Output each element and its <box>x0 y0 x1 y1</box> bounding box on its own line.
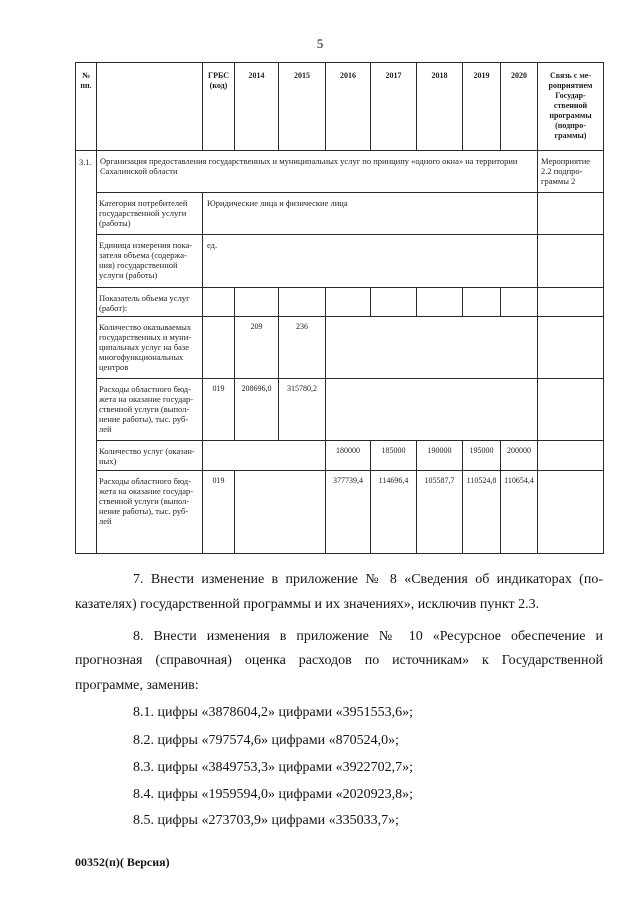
row-label-quantity-mfc: Количество оказываемых государственных и муни- ципальных услуг на базе многофункциональных центров <box>97 317 203 379</box>
value-2015: 315780,2 <box>279 379 326 441</box>
header-year-2018: 2018 <box>417 63 463 151</box>
row-link-cell <box>538 441 604 471</box>
table-row <box>76 471 604 554</box>
paragraph-8-line: прогнозная (справочная) оценка расходов по источникам» к Государственной <box>75 653 603 668</box>
header-year-2017: 2017 <box>371 63 417 151</box>
header-num: № пп. <box>76 63 97 151</box>
paragraph-7-line: казателях) государственной программы и их значениях», исключив пункт 2.3. <box>75 597 540 612</box>
value-2016: 180000 <box>326 441 371 471</box>
row-link-cell <box>538 379 604 441</box>
header-description <box>97 63 203 151</box>
row-link-cell <box>538 235 604 288</box>
header-year-2016: 2016 <box>326 63 371 151</box>
list-item: 8.4. цифры «1959594,0» цифрами «2020923,8»; <box>133 787 413 802</box>
header-year-2015: 2015 <box>279 63 326 151</box>
list-item: 8.2. цифры «797574,6» цифрами «870524,0»; <box>133 733 399 748</box>
header-year-2014: 2014 <box>235 63 279 151</box>
value-2019: 110524,8 <box>463 471 501 554</box>
value-2018: 190000 <box>417 441 463 471</box>
empty-cell <box>279 288 326 317</box>
page-number: 5 <box>316 36 324 51</box>
table-row <box>76 379 604 441</box>
list-item: 8.3. цифры «3849753,3» цифрами «3922702,7»; <box>133 760 413 775</box>
table-row <box>76 235 604 288</box>
table-row <box>76 288 604 317</box>
value-2016: 377739,4 <box>326 471 371 554</box>
empty-cell <box>235 288 279 317</box>
header-program-link: Связь с ме- роприятием Государ- ственной программы (подпро- граммы) <box>538 63 604 151</box>
empty-cell <box>501 288 538 317</box>
paragraph-8-line: 8. Внести изменения в приложение № 10 «Ресурсное обеспечение и <box>133 629 603 644</box>
value-2019: 195000 <box>463 441 501 471</box>
grbs-code: 019 <box>203 471 235 554</box>
indicators-table <box>75 62 604 554</box>
row-value-category: Юридические лица и физические лица <box>203 193 538 235</box>
empty-cell <box>463 288 501 317</box>
row-link-cell <box>538 471 604 554</box>
section-number: 3.1. <box>76 151 97 554</box>
row-link-cell <box>538 288 604 317</box>
table-row <box>76 317 604 379</box>
row-link-cell <box>538 317 604 379</box>
value-2015: 236 <box>279 317 326 379</box>
value-2014: 209 <box>235 317 279 379</box>
paragraph-8-line: программе, заменив: <box>75 678 199 693</box>
empty-cell <box>326 317 538 379</box>
row-label-expenses: Расходы областного бюд- жета на оказание государ- ственной услуги (выпол- нение работы), тыс. руб- лей <box>97 379 203 441</box>
empty-cell <box>371 288 417 317</box>
empty-cell <box>326 288 371 317</box>
empty-cell <box>235 471 326 554</box>
section-title: Организация предоставления государственных и муниципальных услуг по принципу «одного окна» на территории Сахалинской области <box>97 151 538 193</box>
table-row <box>76 193 604 235</box>
value-2017: 114696,4 <box>371 471 417 554</box>
row-label-unit: Единица измерения пока- зателя объема (содержа- ния) государственной услуги (работы) <box>97 235 203 288</box>
row-value-unit: ед. <box>203 235 538 288</box>
header-grbs: ГРБС (код) <box>203 63 235 151</box>
value-2017: 185000 <box>371 441 417 471</box>
row-link-cell <box>538 193 604 235</box>
empty-cell <box>417 288 463 317</box>
row-label-quantity-services: Количество услуг (оказан- ных) <box>97 441 203 471</box>
list-item: 8.1. цифры «3878604,2» цифрами «3951553,6»; <box>133 705 413 720</box>
section-program-link: Мероприятие 2.2 подпро- граммы 2 <box>538 151 604 193</box>
value-2014: 208696,0 <box>235 379 279 441</box>
value-2020: 110654,4 <box>501 471 538 554</box>
empty-cell <box>326 379 538 441</box>
empty-cell <box>203 441 326 471</box>
grbs-code: 019 <box>203 379 235 441</box>
header-year-2019: 2019 <box>463 63 501 151</box>
header-year-2020: 2020 <box>501 63 538 151</box>
section-row <box>76 151 604 193</box>
value-2018: 105587,7 <box>417 471 463 554</box>
paragraph-7-line: 7. Внести изменение в приложение № 8 «Сведения об индикаторах (по- <box>133 572 603 587</box>
empty-cell <box>203 288 235 317</box>
value-2020: 200000 <box>501 441 538 471</box>
table-row <box>76 441 604 471</box>
row-label-expenses: Расходы областного бюд- жета на оказание государ- ственной услуги (выпол- нение работы), тыс. руб- лей <box>97 471 203 554</box>
list-item: 8.5. цифры «273703,9» цифрами «335033,7»; <box>133 813 399 828</box>
row-label-category: Категория потребителей государственной услуги (работы) <box>97 193 203 235</box>
row-label-indicator: Показатель объема услуг (работ): <box>97 288 203 317</box>
document-footer-code: 00352(п)( Версия) <box>75 855 170 869</box>
table-header-row <box>76 63 604 151</box>
empty-cell <box>203 317 235 379</box>
